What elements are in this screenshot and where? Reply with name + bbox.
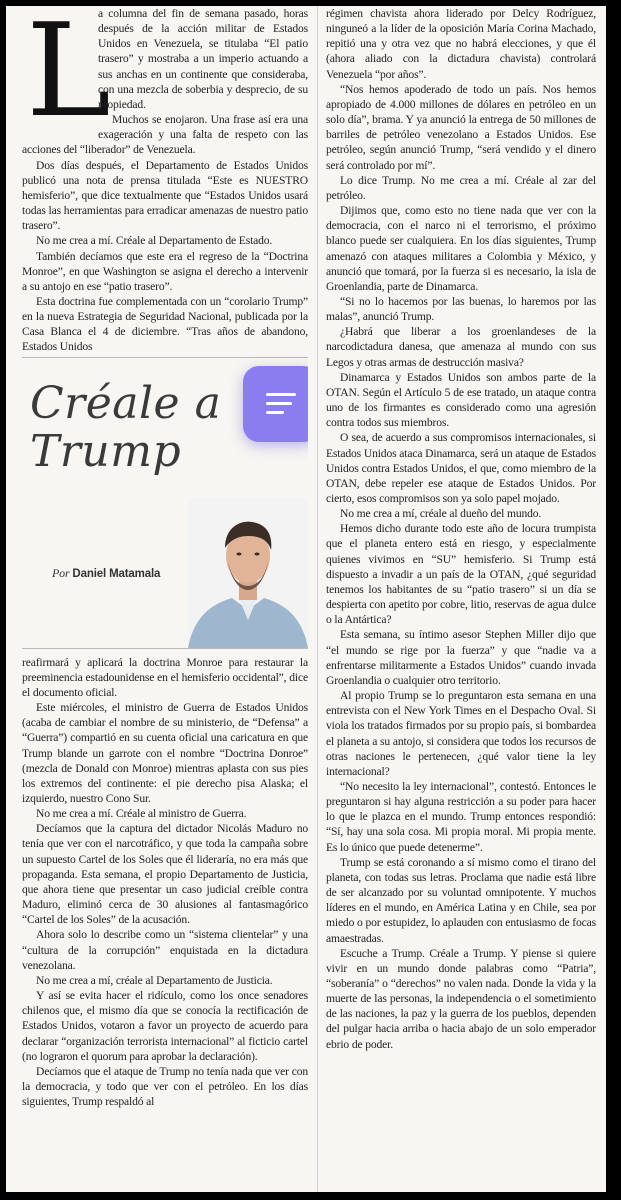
paragraph: Decíamos que la captura del dictador Nicolás Maduro no tenía que ver con el narcotráfico, y que toda la campaña sobre un supuesto Cartel de los Soles que él lideraría, no era más que propaganda. Esta semana, el propio Departamento de Justicia, que ahora tiene que presentar un caso judicial creíble contra Maduro, eliminó cerca de 30 alusiones al fantasmagórico “Cartel de los Soles” de la acusación. <box>22 822 308 927</box>
menu-button[interactable] <box>243 366 308 442</box>
paragraph: Al propio Trump se lo preguntaron esta semana en una entrevista con el New York Times en el Despacho Oval. Si viola los tratados firmados por su propio país, si bombardea el planeta a su antojo, si considera que todos los recursos de otras naciones le pertenecen, ¿qué valor tiene la ley internacional? <box>326 689 596 778</box>
paragraph: Decíamos que el ataque de Trump no tenía nada que ver con la democracia, y todo que ver con el petróleo. En los días siguientes, Trump respaldó al <box>22 1064 308 1109</box>
paragraph: “Nos hemos apoderado de todo un país. Nos hemos apropiado de 4.000 millones de dólares en petróleo en un solo día”, brama. Y ya anunció la entrega de 50 millones de barriles de petróleo venezolano a Estados Unidos. Ese petróleo, según anunció Trump, “será vendido y el dinero será controlado por mí”. <box>326 82 596 172</box>
column-divider <box>317 6 318 1192</box>
paragraph: También decíamos que este era el regreso de la “Doctrina Monroe”, en que Washington se asigna el derecho a intervenir a su antojo en ese “patio trasero”. <box>22 249 308 293</box>
paragraph: Ahora solo lo describe como un “sistema clientelar” y una “cultura de la corrupción” enquistada en la dictadura venezolana. <box>22 928 308 972</box>
newspaper-page <box>6 6 606 1192</box>
paragraph: a columna del fin de semana pasado, horas después de la acción militar de Estados Unidos en Venezuela, se titulaba “El patio trasero” y mostraba a un imperio actuando a sus anchas en un continente que consideraba, con una mezcla de soberbia y desprecio, de su propiedad. <box>98 7 308 111</box>
paragraph: Esta doctrina fue complementada con un “corolario Trump” en la nueva Estrategia de Seguridad Nacional, publicada por la Casa Blanca el 4 de diciembre. “Tras años de abandono, Estados Unidos <box>22 294 308 354</box>
paragraph: Este miércoles, el ministro de Guerra de Estados Unidos (acaba de cambiar el nombre de su ministerio, de “Defensa” a “Guerra”) compartió en su cuenta oficial una caricatura en que Trump blande un garrote con el nombre “Doctrina Donroe” (mezcla de Donald con Monroe) mientras aplasta con sus pies los extremos del continente: el pie derecho pisa Alaska; el izquierdo, nuestro Cono Sur. <box>22 701 308 805</box>
paragraph: Dijimos que, como esto no tiene nada que ver con la democracia, con el narco ni el terrorismo, el próximo blanco puede ser cualquiera. En los días siguientes, Trump amenazó con ataques militares a Colombia y México, y anunció que tomará, por la fuerza si es necesario, la isla de Groenlandia, parte de Dinamarca. <box>326 204 596 293</box>
paragraph: Lo dice Trump. No me crea a mí. Créale al zar del petróleo. <box>326 173 596 202</box>
paragraph: Dinamarca y Estados Unidos son ambos parte de la OTAN. Según el Artículo 5 de ese tratado, un ataque contra uno de los firmantes es considerado como una agresión contra todos sus miembros. <box>326 370 596 430</box>
headline-block <box>22 357 308 649</box>
left-column <box>22 6 308 1192</box>
byline-author: Daniel Matamala <box>72 567 161 580</box>
drop-cap: L <box>26 6 111 146</box>
paragraph: Y así se evita hacer el ridículo, como los once senadores chilenos que, el mismo día que se conocía la rectificación de Estados Unidos, votaron a favor un proyecto de acuerdo para declarar “organización terrorista internacional” al ficticio cartel (no lograron el quorum para aprobar la declaración). <box>22 989 308 1063</box>
headline-line-2: Trump <box>30 425 182 477</box>
paragraph: Trump se está coronando a sí mismo como el tirano del planeta, con todas sus letras. Proclama que nadie está libre de ser alcanzado por su voluntad omnipotente. Y muchos líderes en el mundo, en América Latina y en Chile, sea por miedo o por estupidez, lo aplauden con entusiasmo de focas amaestradas. <box>326 855 596 945</box>
paragraph: ¿Habrá que liberar a los groenlandeses de la narcodictadura danesa, que amenaza al mundo con sus Legos y otras armas de destrucción masiva? <box>326 325 596 369</box>
paragraph: No me crea a mí. Créale al ministro de Guerra. <box>36 807 247 821</box>
paragraph: reafirmará y aplicará la doctrina Monroe para restaurar la preeminencia estadounidense en el hemisferio occidental”, dice el documento oficial. <box>22 655 308 699</box>
author-photo <box>188 498 308 648</box>
paragraph: “No necesito la ley internacional”, contestó. Entonces le preguntaron si hay alguna restricción a su poder para hacer lo que le plazca en el mundo. Trump entonces respondió: “Sí, hay una sola cosa. Mi propia moral. Mi propia mente. Es lo único que puede detenerme”. <box>326 779 596 854</box>
headline <box>30 377 222 477</box>
paragraph: Muchos se enojaron. Una frase así era una exageración y una falta de respeto con las acciones del “liberador” de Venezuela. <box>22 113 308 157</box>
headline-line-1: Créale a <box>30 377 222 429</box>
paragraph: O sea, de acuerdo a sus compromisos internacionales, si Estados Unidos ataca Dinamarca, será un ataque de Estados Unidos contra Estados Unidos, el que, como miembro de la OTAN, debe repeler ese ataque de Estados Unidos. Por cierto, esos compromisos son ya solo papel mojado. <box>326 431 596 505</box>
byline <box>52 566 160 582</box>
paragraph: Esta semana, su íntimo asesor Stephen Miller dijo que “el mundo se rige por la fuerza” y que “nadie va a enfrentarse militarmente a Estados Unidos” cuando invada Groenlandia o cualquier otro territorio. <box>326 628 596 687</box>
paragraph: No me crea a mí. Créale al Departamento de Estado. <box>36 234 273 248</box>
paragraph: Escuche a Trump. Créale a Trump. Y piense si quiere vivir en un mundo donde palabras como “Patria”, “soberanía” o “derechos” no valen nada. Donde la vida y la muerte de las personas, la independencia o el sometimiento de las naciones, la paz y la guerra de los pueblos, dependen del pulgar hacia arriba o hacia abajo de un solo emperador ebrio de poder. <box>326 946 596 1051</box>
paragraph: No me crea a mí, créale al Departamento de Justicia. <box>36 973 273 987</box>
right-column <box>326 6 596 1192</box>
paragraph: Hemos dicho durante todo este año de locura trumpista que el planeta entero está en riesgo, y especialmente quienes vivimos en “SU” hemisferio. Si Trump está dispuesto a invadir a un país de la OTAN, ¿qué seguridad tenemos los habitantes de su “patio trasero” si un día se despierta con apetito por cobre, litio, reservas de agua dulce o la Antártica? <box>326 522 596 627</box>
paragraph: Dos días después, el Departamento de Estados Unidos publicó una nota de prensa titulada “Este es NUESTRO hemisferio”, que dice textualmente que “Estados Unidos usará todas las herramientas para erradicar amenazas de nuestro patio trasero”. <box>22 158 308 233</box>
paragraph: No me crea a mí, créale al dueño del mundo. <box>340 507 542 521</box>
paragraph: régimen chavista ahora liderado por Delcy Rodríguez, ninguneó a la líder de la oposición María Corina Machado, repitió una y otra vez que no habrá elecciones, y que él (ahora aliado con la dictadura chavista) controlará Venezuela “por años”. <box>326 7 596 81</box>
byline-prefix: Por <box>52 565 70 580</box>
paragraph: “Si no lo hacemos por las buenas, lo haremos por las malas”, anunció Trump. <box>326 294 596 324</box>
menu-icon <box>266 387 296 420</box>
